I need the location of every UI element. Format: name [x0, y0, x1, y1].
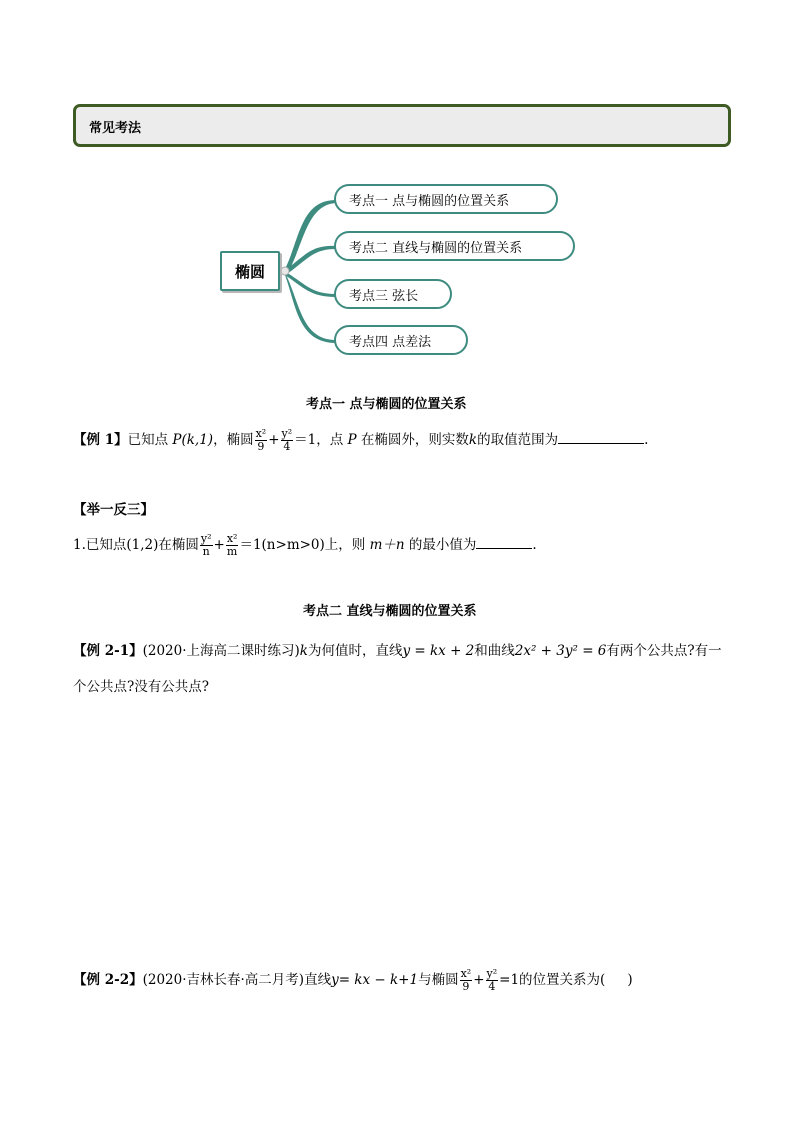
- fraction-x2-9: $\frac{\text{x²}}{9}$: [255, 427, 267, 453]
- example-2-1-label: 【例 2-1】: [73, 643, 143, 659]
- mindmap-node-3: 考点三 弦长: [334, 279, 452, 309]
- example-2-1: 【例 2-1】(2020·上海高二课时练习)k为何值时，直线y = kx + 2和曲线2x² + 3y² = 6有两个公共点?有一: [73, 643, 722, 659]
- section-header-title: 常见考法: [89, 121, 142, 136]
- line-equation: y = kx + 2: [402, 643, 475, 659]
- curve-equation: 2x² + 3y² = 6: [514, 643, 607, 659]
- fraction-y2-4: $\frac{\text{y²}}{4}$: [281, 427, 293, 453]
- mindmap-node-4: 考点四 点差法: [334, 325, 468, 355]
- mindmap-node-1: 考点一 点与椭圆的位置关系: [334, 184, 558, 214]
- connector-4: [284, 271, 336, 343]
- mindmap-node-2: 考点二 直线与椭圆的位置关系: [334, 231, 575, 261]
- fraction-x2-m: $\frac{\text{x²}}{m}$: [226, 532, 238, 558]
- section1-title: 考点一 点与椭圆的位置关系: [306, 397, 467, 412]
- example-1: 【例 1】已知点 P(k,1)，椭圆 $\frac{\text{x²}}{9}$ + $\frac{\text{y²}}{4}$ ＝1，点 P 在椭圆外，则实数k的取值范围为 .: [73, 427, 649, 453]
- point-p: P(k,1): [172, 432, 214, 448]
- mindmap-root: 椭圆: [220, 251, 280, 291]
- mindmap-joint: [281, 267, 289, 275]
- practice-question-1: 1.已知点(1,2)在椭圆 $\frac{\text{y²}}{n}$ + $\frac{\text{x²}}{m}$ ＝1(n>m>0)上，则 m＋n 的最小值为 .: [73, 532, 537, 558]
- line-equation-2: y= kx − k+1: [331, 972, 419, 988]
- answer-blank[interactable]: [476, 548, 532, 549]
- section2-title: 考点二 直线与椭圆的位置关系: [303, 604, 477, 619]
- fraction-y2-n: $\frac{\text{y²}}{n}$: [200, 532, 212, 558]
- fraction-x2-9: $\frac{\text{x²}}{9}$: [460, 967, 472, 993]
- example-2-1-continued: 个公共点?没有公共点?: [73, 679, 209, 695]
- practice-label: 【举一反三】: [73, 502, 154, 518]
- connector-1: [284, 200, 336, 274]
- example-2-2-label: 【例 2-2】: [73, 972, 143, 988]
- fraction-y2-4: $\frac{\text{y²}}{4}$: [486, 967, 498, 993]
- example-1-label: 【例 1】: [73, 432, 128, 448]
- answer-blank[interactable]: [558, 443, 644, 444]
- example-2-2: 【例 2-2】(2020·吉林长春·高二月考)直线y= kx − k+1与椭圆 $\frac{\text{x²}}{9}$ + $\frac{\text{y²}}{4}$ =1的位置关系为( ): [73, 967, 633, 993]
